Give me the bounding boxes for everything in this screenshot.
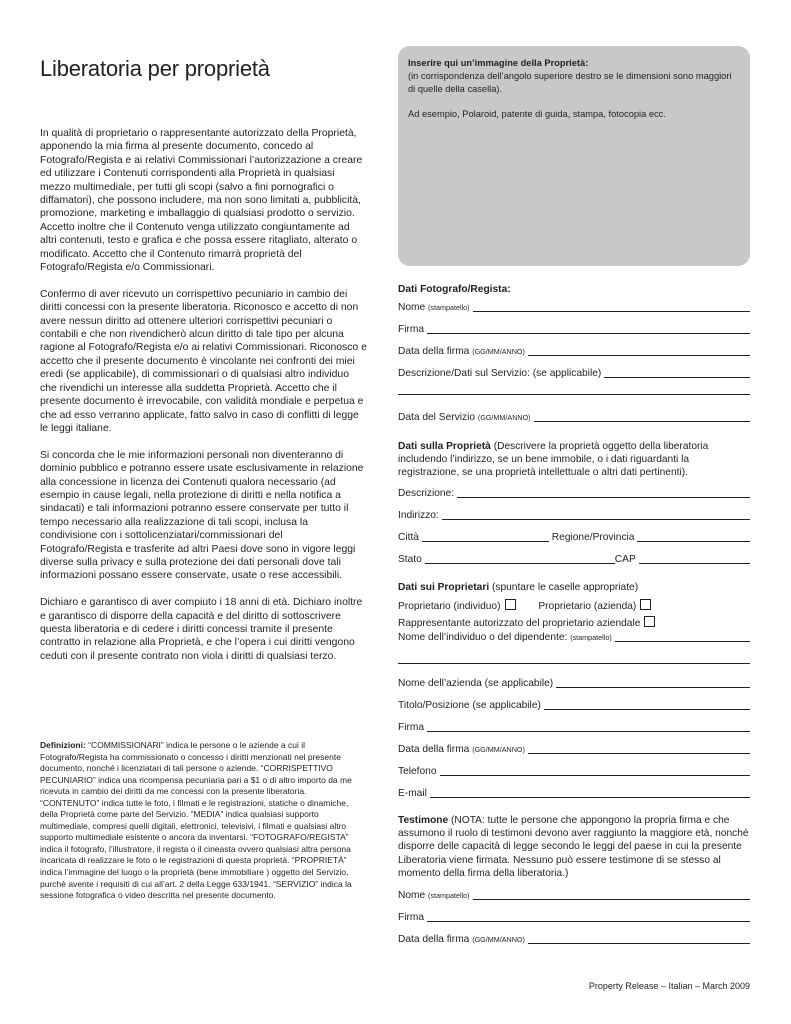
input-line[interactable] [427, 731, 750, 732]
input-line[interactable] [534, 421, 750, 422]
photographer-date-field[interactable] [398, 344, 750, 358]
owner-company-label: Proprietario (azienda) [538, 601, 637, 612]
field-label: Telefono [398, 766, 437, 777]
witness-section-text: (NOTA: tutte le persone che appongono la propria firma e che assumono il ruolo di testimoni devono aver raggiunto la maggiore età, nonché disporre delle capacità di legge secondo le leggi del paese in cui la presente Liberatoria viene firmata. Nessuno può essere testimone di se stesso al momento della firma della liberatoria.) [398, 815, 749, 879]
representative-label: Rappresentante autorizzato del proprietario aziendale [398, 618, 641, 629]
field-label: Nome [398, 302, 426, 313]
definitions [40, 740, 368, 902]
image-box-examples: Ad esempio, Polaroid, patente di guida, stampa, fotocopia ecc. [408, 109, 666, 119]
document-footer: Property Release – Italian – March 2009 [588, 981, 750, 991]
role-field[interactable] [398, 698, 750, 712]
field-hint: (GG/MM/ANNO) [472, 745, 525, 754]
image-box-instructions: (in corrispondenza dell’angolo superiore destro se le dimensioni sono maggiori di quelle della casella). [408, 71, 732, 94]
page-title: Liberatoria per proprietà [40, 55, 270, 81]
field-label: Nome [398, 890, 426, 901]
input-line[interactable] [615, 641, 750, 642]
input-line[interactable] [442, 519, 750, 520]
property-section-title: Dati sulla Proprietà [398, 441, 491, 452]
field-label: Data del Servizio [398, 412, 476, 423]
field-label: Nome dell’individuo o del dipendente: [398, 632, 568, 643]
witness-signature-field[interactable] [398, 910, 750, 924]
field-label: Indirizzo: [398, 510, 439, 521]
input-line[interactable] [528, 943, 750, 944]
field-label: Regione/Provincia [551, 532, 635, 543]
release-body [40, 127, 368, 677]
field-label: Data della firma [398, 934, 470, 945]
field-label: Data della firma [398, 744, 470, 755]
input-line[interactable] [427, 333, 750, 334]
field-label: Stato [398, 554, 422, 565]
input-line[interactable] [473, 899, 750, 900]
input-line[interactable] [637, 541, 750, 542]
field-label: E-mail [398, 788, 427, 799]
field-hint: (stampatello) [428, 303, 470, 312]
service-description-field[interactable] [398, 366, 750, 380]
witness-section-intro [398, 814, 750, 880]
release-paragraph: Dichiaro e garantisco di aver compiuto i 18 anni di età. Dichiaro inoltre e garantisco di disporre della capacità e del diritto di sottoscrivere questa liberatoria e di cedere i diritti concessi tramite il presente contratto in relazione alla Proprietà, e che l’opera i cui diritti vengono ceduti con il presente contrato non viola i diritti di qualsiasi terzo. [40, 597, 363, 662]
photographer-section-title: Dati Fotografo/Regista: [398, 284, 511, 295]
service-description-line[interactable] [398, 394, 750, 395]
owners-section-hint: (spuntare le caselle appropriate) [489, 582, 639, 593]
owner-type-row [398, 599, 750, 612]
property-description-field[interactable] [398, 486, 750, 500]
input-line[interactable] [430, 797, 750, 798]
photographer-signature-field[interactable] [398, 322, 750, 336]
person-name-field[interactable] [398, 630, 750, 644]
witness-date-field[interactable] [398, 932, 750, 946]
field-label: Città [398, 532, 419, 543]
field-label: CAP [614, 554, 636, 565]
input-line[interactable] [604, 377, 750, 378]
field-label: Descrizione: [398, 488, 455, 499]
definitions-text: “COMMISSIONARI” indica le persone o le aziende a cui il Fotografo/Regista ha commissionato o concesso i diritti menzionati nel presente documento, nonché i licenziatari di tali persone o aziende. “CORRISPETTIVO PECUNIARIO” indica una ricompensa pecuniaria pari a $1 o di altro importo da me ricevuta in cambio dei diritti da me concessi con la presente liberatoria. “CONTENUTO” indica tutte le foto, i filmati e le registrazioni, statiche o dinamiche, della Proprietà come parte del Servizio. “MEDIA” indica qualsiasi supporto multimediale, compresi quelli digitali, elettronici, televisivi, i filmati e qualsiasi altro supporto multimediale esistente o ancora da inventarsi. “FOTOGRAFO/REGISTA” indica il fotografo, l’illustratore, il regista o il cineasta ovvero qualsiasi altra persona incaricata di realizzare le foto o le registrazioni di questa proprietà. “PROPRIETÀ” indica l’immagine del luogo o la proprietà (bene immobiliare ) oggetto del Servizio, purchè avente i requisiti di cui all’art. 2 della Legge 633/1941. “SERVIZIO” indica la sessione fotografica o video descritta nel presente documento. [40, 740, 352, 901]
representative-row [398, 616, 750, 629]
owner-date-field[interactable] [398, 742, 750, 756]
input-line[interactable] [528, 753, 750, 754]
representative-checkbox[interactable] [644, 616, 655, 627]
witness-name-field[interactable] [398, 888, 750, 902]
service-date-field[interactable] [398, 410, 750, 424]
input-line[interactable] [528, 355, 750, 356]
owner-individual-label: Proprietario (individuo) [398, 601, 501, 612]
field-label: Firma [398, 722, 425, 733]
input-line[interactable] [457, 497, 750, 498]
property-section-intro [398, 440, 750, 480]
email-field[interactable] [398, 786, 750, 800]
witness-section-title: Testimone [398, 815, 449, 826]
field-label: Firma [398, 912, 425, 923]
owners-section-heading [398, 582, 750, 593]
owner-individual-checkbox[interactable] [505, 599, 516, 610]
property-image-box[interactable] [398, 46, 750, 266]
property-address-field[interactable] [398, 508, 750, 522]
field-hint: (stampatello) [570, 633, 612, 642]
field-label: Descrizione/Dati sul Servizio: (se applicabile) [398, 368, 602, 379]
field-hint: (GG/MM/ANNO) [477, 413, 531, 422]
input-line[interactable] [427, 921, 750, 922]
owner-signature-field[interactable] [398, 720, 750, 734]
property-section-text: (Descrivere la proprietà oggetto della liberatoria includendo l’indirizzo, se un bene immobile, o i dati riguardanti la registrazione, se una proprietà intellettuale o altri dati pertinenti). [398, 441, 709, 479]
definitions-label: Definizioni: [40, 740, 86, 750]
field-hint: (GG/MM/ANNO) [472, 347, 525, 356]
field-label: Nome dell’azienda (se applicabile) [398, 678, 554, 689]
photographer-name-field[interactable] [398, 300, 750, 314]
input-line[interactable] [473, 311, 750, 312]
property-city-region-field[interactable] [398, 530, 750, 544]
input-line[interactable] [422, 541, 549, 542]
field-hint: (stampatello) [428, 891, 470, 900]
image-box-title: Inserire qui un’immagine della Proprietà: [408, 58, 589, 68]
input-line[interactable] [440, 775, 750, 776]
owners-section-title: Dati sui Proprietari [398, 582, 490, 593]
field-label: Titolo/Posizione (se applicabile) [398, 700, 541, 711]
field-label: Firma [398, 324, 425, 335]
property-state-cap-field[interactable] [398, 552, 750, 566]
field-label: Data della firma [398, 346, 470, 357]
company-name-field[interactable] [398, 676, 750, 690]
release-paragraph: Si concorda che le mie informazioni personali non diventeranno di dominio pubblico e potranno essere usate esclusivamente in relazione alla concessione in licenza dei Contenuti qualora necessario (ad esempio in cause legali, nella protezione di diritti e nella notifica a sindacati) e tali informazioni potranno essere conservate per tutto il tempo necessario alla realizzazione di tali scopi, inclusa la condivisione con i sottolicenziatari/commissionari del Fotografo/Regista e trasferite ad altri Paesi dove sono in vigore leggi diverse sulla privacy e sulla protezione dei dati personali dove tali informazioni possano essere conservate, usate o rese accessibili. [40, 449, 364, 582]
person-name-line[interactable] [398, 663, 750, 664]
input-line[interactable] [425, 563, 615, 564]
input-line[interactable] [556, 687, 750, 688]
owner-company-checkbox[interactable] [640, 599, 651, 610]
release-paragraph: In qualità di proprietario o rappresentante autorizzato della Proprietà, apponendo la mia firma al presente documento, concedo al Fotografo/Regista e ai relativi Commissionari l’autorizzazione a creare ed utilizzare i Contenuti corrispondenti alla Proprietà in qualsiasi mezzo multimediale, per tutti gli scopi (salvo a fini pornografici o diffamatori), che possono includere, ma non sono limitati a, pubblicità, promozione, marketing e imballaggio di qualsiasi prodotto o servizio. Accetto inoltre che il Contenuto venga utilizzato congiuntamente ad altri contenuti, testo e grafica e che possa essere ritagliato, alterato o modificato. Accetto che il Contenuto rimarrà proprietà del Fotografo/Regista e/o Commissionari. [40, 128, 363, 274]
input-line[interactable] [639, 563, 750, 564]
input-line[interactable] [544, 709, 750, 710]
field-hint: (GG/MM/ANNO) [472, 935, 525, 944]
release-paragraph: Confermo di aver ricevuto un corrispettivo pecuniario in cambio dei diritti concessi con la presente liberatoria. Riconosco e accetto di non avere nessun diritto ad ottenere ulteriori corrispettivi pecuniari o contabili e che non rivendicherò alcun diritto di tale tipo per alcuna ragione al Fotografo/Regista e/o ai relativi Commissionari. Riconosco e accetto che il presente documento è vincolante nei confronti dei miei eredi (se applicabile), di commissionari o di qualsiasi altro individuo che rivendichi un interesse alla suddetta Proprietà. Accetto che il presente documento è irrevocabile, con validità mondiale e perpetua e che ad esso verranno applicate, fatto salvo in caso di conflitti di legge le leggi italiane. [40, 288, 367, 434]
phone-field[interactable] [398, 764, 750, 778]
